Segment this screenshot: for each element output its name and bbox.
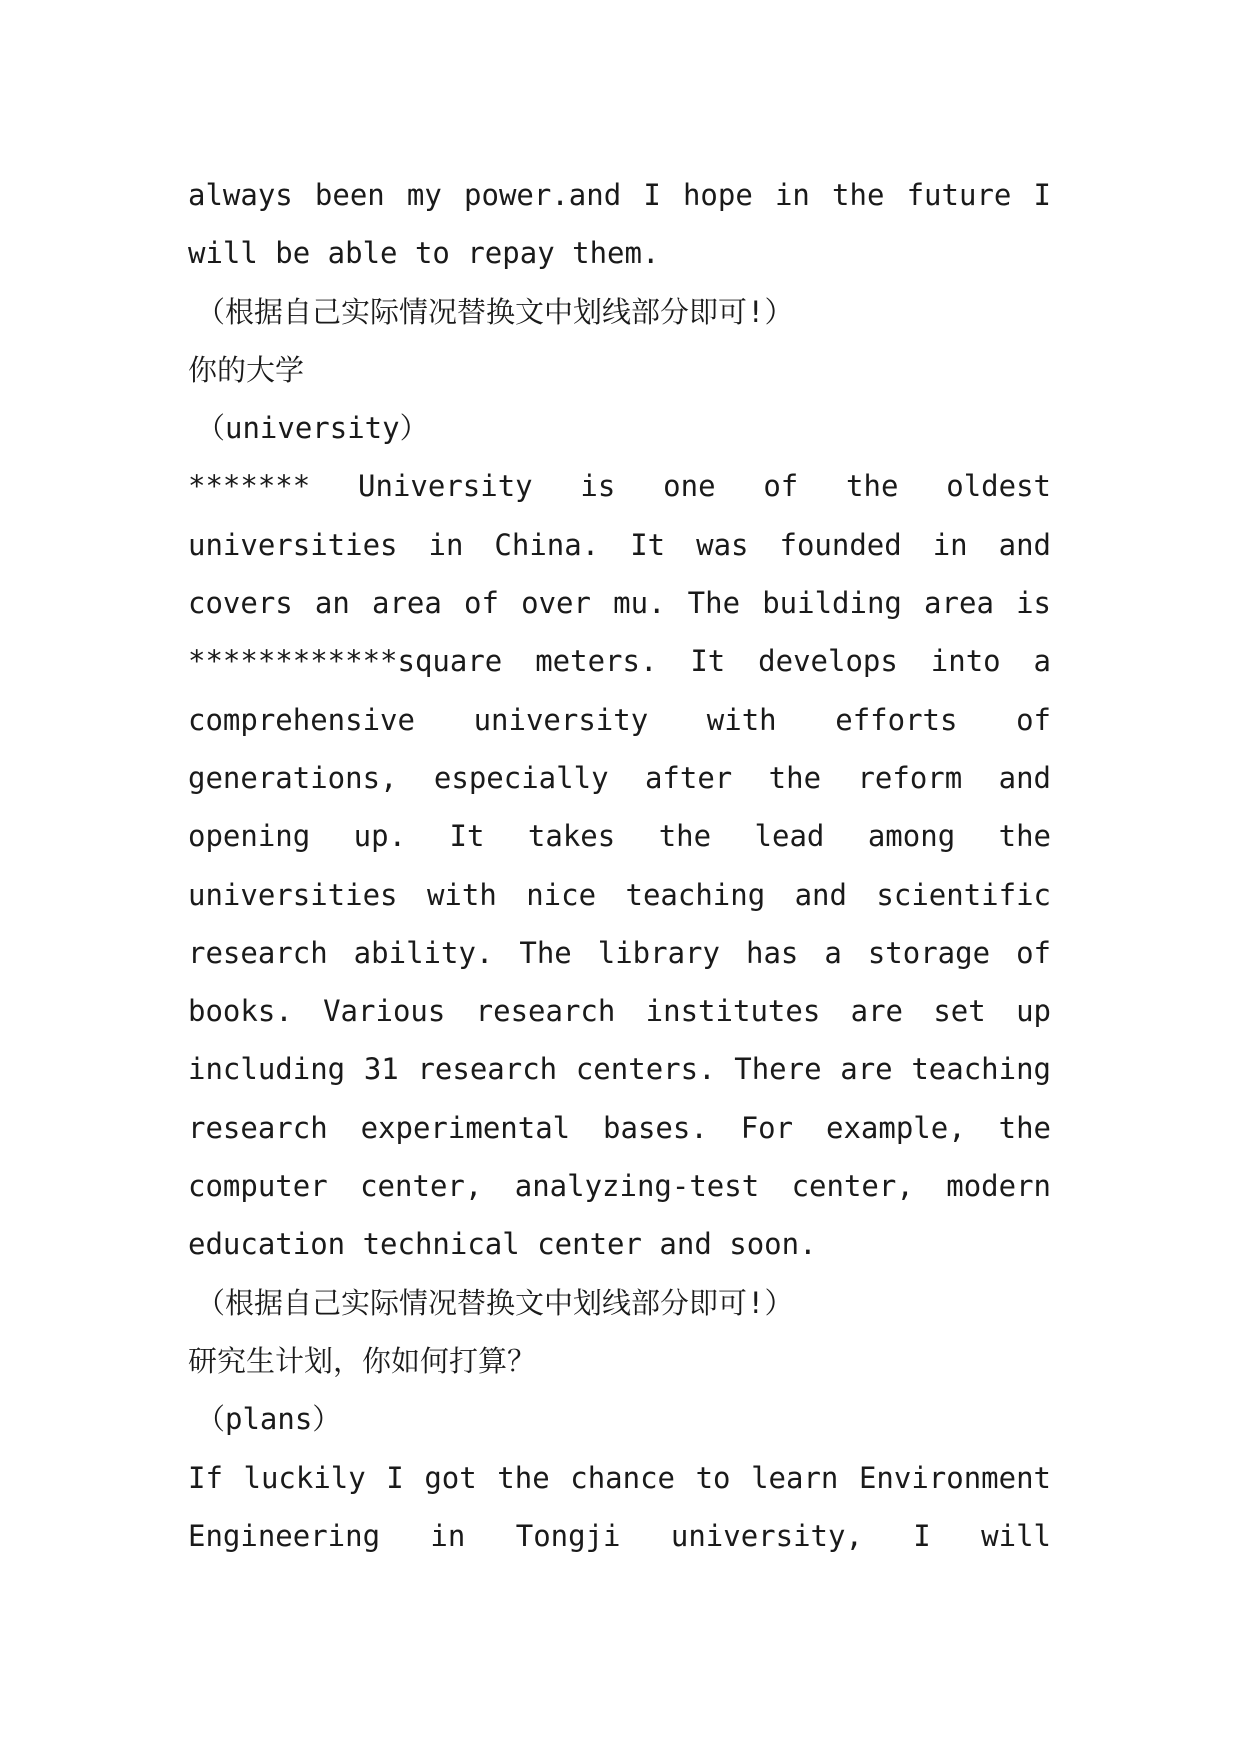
text-line: opening up. It takes the lead among the xyxy=(188,819,1051,854)
text-line: research experimental bases. For example, the xyxy=(188,1110,1051,1145)
text-line: universities with nice teaching and scientific xyxy=(188,877,1051,912)
text-line: comprehensive university with efforts of xyxy=(188,702,1051,737)
text-line: ************square meters. It develops into a xyxy=(188,644,1051,679)
annotation-line: （university） xyxy=(196,411,429,446)
text-line: research ability. The library has a storage of xyxy=(188,935,1051,970)
text-line: 你的大学 xyxy=(188,352,305,387)
text-line: universities in China. It was founded in and xyxy=(188,527,1051,562)
text-line: generations, especially after the reform and xyxy=(188,760,1051,795)
annotation-line: （plans） xyxy=(196,1402,342,1437)
annotation-line: （根据自己实际情况替换文中划线部分即可!） xyxy=(196,294,794,329)
document-body xyxy=(188,166,1051,1565)
text-line: covers an area of over mu. The building area is xyxy=(188,586,1051,621)
text-line: Engineering in Tongji university, I will xyxy=(188,1518,1051,1553)
text-line: 研究生计划，你如何打算？ xyxy=(188,1343,537,1378)
text-line: If luckily I got the chance to learn Environment xyxy=(188,1460,1051,1495)
text-line: education technical center and soon. xyxy=(188,1227,817,1262)
text-line: books. Various research institutes are set up xyxy=(188,994,1051,1029)
annotation-line: （根据自己实际情况替换文中划线部分即可!） xyxy=(196,1285,794,1320)
text-line: will be able to repay them. xyxy=(188,236,660,271)
text-line: ******* University is one of the oldest xyxy=(188,469,1051,504)
text-line: computer center, analyzing-test center, modern xyxy=(188,1169,1051,1204)
text-line: always been my power.and I hope in the future I xyxy=(188,178,1051,212)
text-line: including 31 research centers. There are teaching xyxy=(188,1052,1051,1087)
